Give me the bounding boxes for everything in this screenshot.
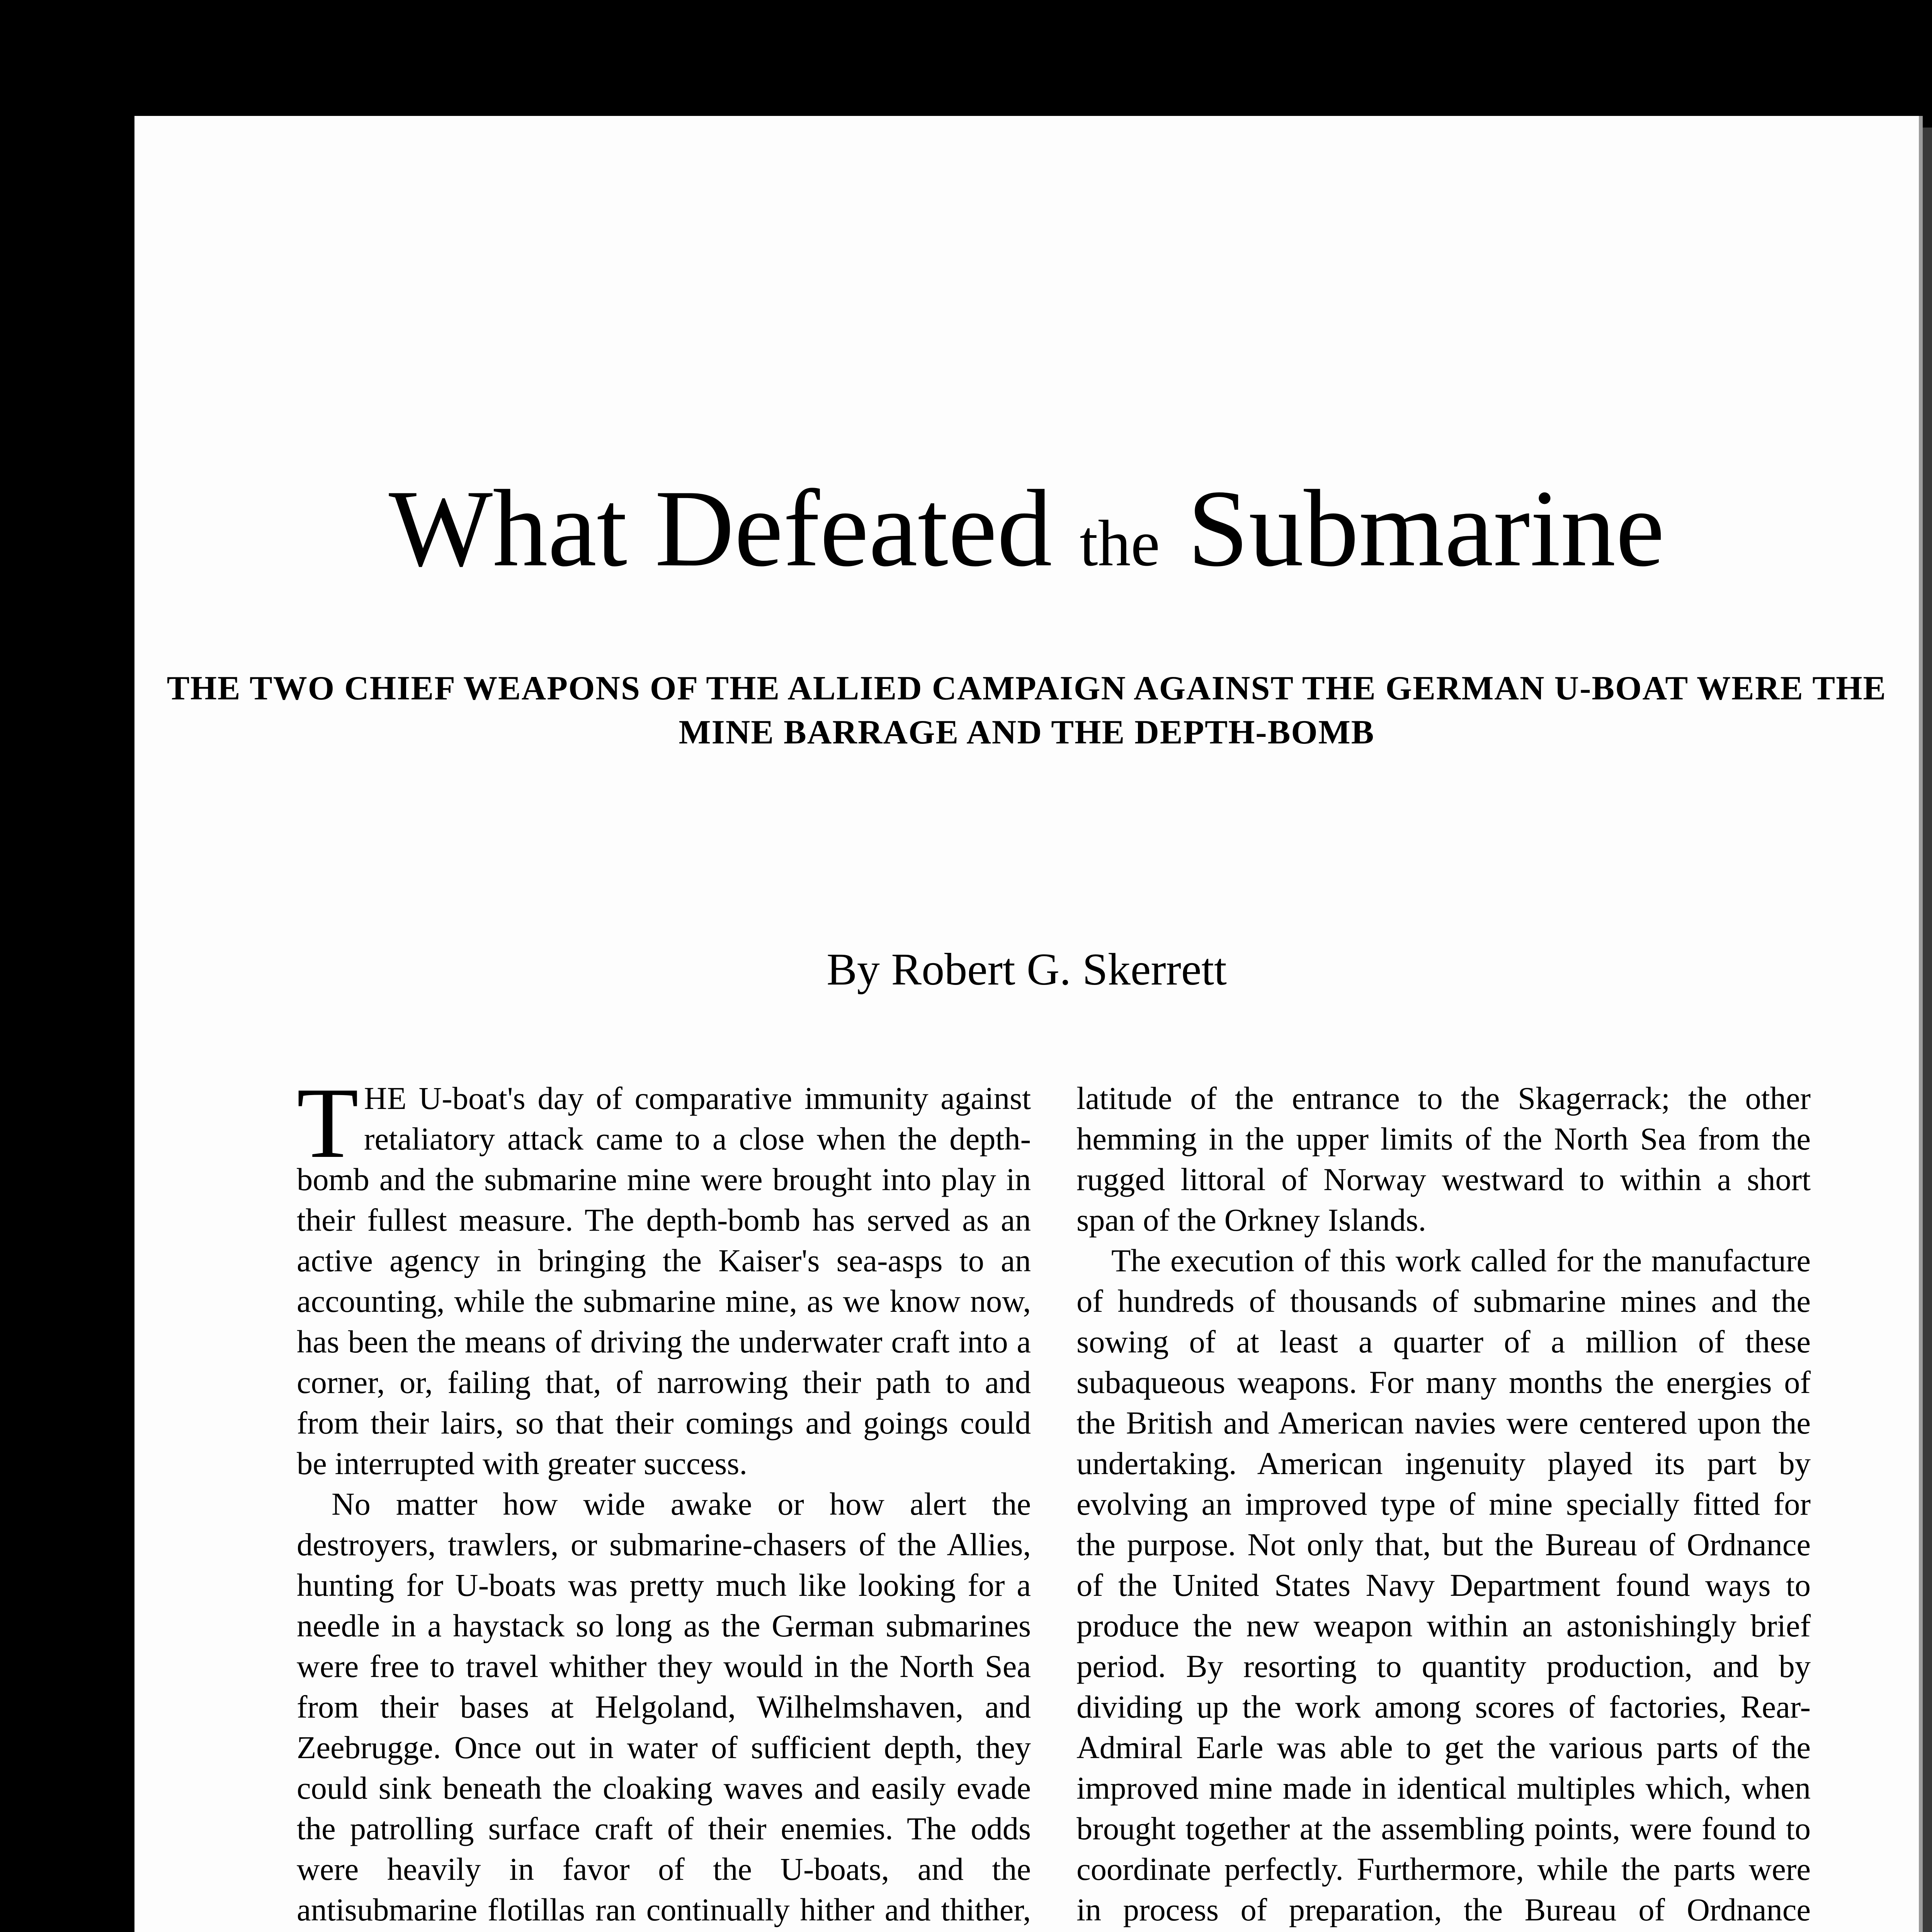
paragraph: The execution of this work called for the manufacture of hundreds of thousands of submarine mines and the sowing of at least a quarter of a million of these subaqueous weapons. For many months the energies of the British and American navies were centered upon the undertaking. American ingenuity played its part by evolving an improved type of mine specially fitted for the purpose. Not only that, but the Bureau of Ordnance of the United States Navy Department found ways to produce the new weapon within an astonishingly brief period. By resorting to quantity production, and by dividing up the work among scores of factories, Rear-Admiral Earle was able to get the various parts of the improved mine made in identical multiples which, when brought together at the assembling points, were found to coordinate perfectly. Furthermore, while the parts were in process of preparation, the Bureau of Ordnance xyxy=(1077,1243,1811,1927)
article-subtitle: THE TWO CHIEF WEAPONS OF THE ALLIED CAMPAIGN AGAINST THE GERMAN U-BOAT WERE THE MINE BARRAGE AND THE DEPTH-BOMB xyxy=(167,670,1887,752)
drop-cap: T xyxy=(297,1067,359,1179)
paragraph: No matter how wide awake or how alert the destroyers, trawlers, or submarine-chasers of the Allies, hunting for U-boats was pretty much like looking for a needle in a haystack so long as the German submarines were free to travel whither they would in the North Sea from their bases at Helgoland, Wilhelmshaven, and Zeebrugge. Once out in water of sufficient depth, they could sink beneath the cloaking waves and easily evade the patrolling surface craft of their enemies. The odds were heavily in favor of the U-boats, and the antisubmarine flotillas ran continually hither and thither, xyxy=(297,1486,1031,1927)
magazine-page xyxy=(134,116,1923,1932)
paragraph-text: HE U-boat's day of comparative immunity against retaliatory attack came to a close when the depth-bomb and the submarine mine were brought into play in their fullest measure. The depth-bomb has served as an active agency in bringing the Kaiser's sea-asps to an accounting, while the submarine mine, as we know now, has been the means of driving the underwater craft into a corner, or, failing that, of narrowing their path to and from their lairs, so that their comings and goings could be interrupted with greater success. xyxy=(297,1080,1031,1481)
title-small-word: the xyxy=(1080,507,1160,580)
article-byline: By Robert G. Skerrett xyxy=(827,944,1227,995)
left-column xyxy=(297,1067,1031,1932)
title-part-1: What Defeated xyxy=(389,467,1052,589)
paragraph xyxy=(297,1067,1031,1484)
paragraph-continued: latitude of the entrance to the Skagerrack; the other hemming in the upper limits of the North Sea from the rugged littoral of Norway westward to within a short span of the Orkney Islands. xyxy=(1077,1080,1811,1238)
right-column xyxy=(1077,1078,1811,1932)
article-title xyxy=(134,467,1919,589)
title-part-2: Submarine xyxy=(1187,467,1665,589)
